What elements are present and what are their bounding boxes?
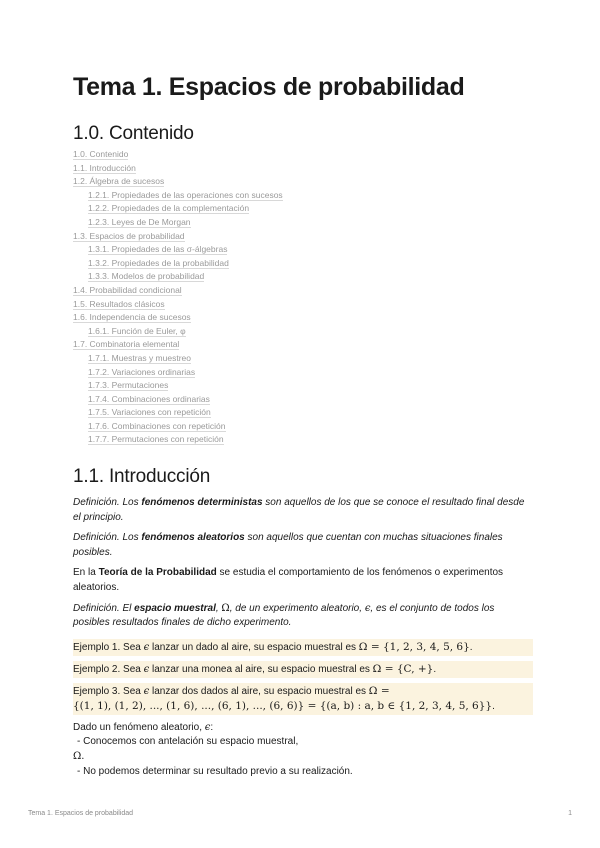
toc-link[interactable]: 1.7. Combinatoria elemental bbox=[73, 339, 180, 350]
definition-espacio-muestral bbox=[73, 602, 533, 631]
toc-item[interactable] bbox=[73, 148, 533, 162]
table-of-contents bbox=[73, 148, 533, 447]
paragraph-dado bbox=[73, 721, 533, 736]
toc-item[interactable] bbox=[73, 243, 533, 257]
example-lead: Ejemplo 3. Sea bbox=[73, 685, 144, 697]
toc-item[interactable] bbox=[73, 311, 533, 325]
definition-lead: Definición. Los bbox=[73, 532, 142, 544]
toc-link[interactable]: 1.7.6. Combinaciones con repetición bbox=[88, 420, 226, 431]
document-page bbox=[73, 70, 533, 779]
toc-link[interactable]: 1.3.1. Propiedades de las σ-álgebras bbox=[88, 244, 228, 255]
example-equation: Ω = {C, +} bbox=[372, 662, 434, 675]
paragraph-end: : bbox=[210, 721, 214, 733]
example-equation: Ω = bbox=[368, 684, 390, 697]
paragraph-term: Teoría de la Probabilidad bbox=[98, 567, 217, 579]
toc-item[interactable] bbox=[73, 433, 533, 447]
toc-link[interactable]: 1.2.2. Propiedades de la complementación bbox=[88, 203, 250, 214]
example-2 bbox=[73, 661, 533, 678]
example-end: . bbox=[433, 663, 437, 675]
toc-item[interactable] bbox=[73, 298, 533, 312]
toc-item[interactable] bbox=[73, 162, 533, 176]
toc-item[interactable] bbox=[73, 202, 533, 216]
definition-text: , de un experimento aleatorio, bbox=[229, 602, 365, 614]
list-item: - No podemos determinar su resultado previo a su realización. bbox=[77, 765, 353, 777]
paragraph-teoria bbox=[73, 566, 533, 595]
epsilon-symbol: ϵ bbox=[143, 641, 150, 653]
toc-link[interactable]: 1.7.1. Muestras y muestreo bbox=[88, 352, 191, 363]
toc-item[interactable] bbox=[73, 189, 533, 203]
definition-term: fenómenos deterministas bbox=[141, 497, 263, 509]
toc-link[interactable]: 1.0. Contenido bbox=[73, 149, 129, 159]
epsilon-symbol: ϵ bbox=[364, 602, 371, 614]
definition-text: , es el conjunto de todos los posibles resultados finales de dicho experimento. bbox=[73, 602, 495, 629]
toc-link[interactable]: 1.7.5. Variaciones con repetición bbox=[88, 407, 211, 418]
example-end: . bbox=[492, 700, 495, 712]
toc-link[interactable]: 1.3.3. Modelos de probabilidad bbox=[88, 271, 205, 282]
page-number: 1 bbox=[568, 810, 572, 817]
example-equation: Ω = {1, 2, 3, 4, 5, 6} bbox=[358, 640, 470, 653]
footer-title: Tema 1. Espacios de probabilidad bbox=[28, 810, 134, 817]
definition-lead: Definición. Los bbox=[73, 497, 142, 509]
example-1 bbox=[73, 639, 533, 656]
example-text: lanzar dos dados al aire, su espacio muestral es bbox=[149, 685, 369, 697]
toc-item[interactable] bbox=[73, 270, 533, 284]
toc-link[interactable]: 1.7.3. Permutaciones bbox=[88, 380, 169, 391]
definition-term: fenómenos aleatorios bbox=[141, 532, 245, 544]
toc-link[interactable]: 1.7.4. Combinaciones ordinarias bbox=[88, 393, 210, 404]
section-heading-contenido: 1.0. Contenido bbox=[73, 123, 194, 144]
toc-item[interactable] bbox=[73, 379, 533, 393]
toc-link[interactable]: 1.3.2. Propiedades de la probabilidad bbox=[88, 257, 229, 268]
epsilon-symbol: ϵ bbox=[143, 663, 150, 675]
toc-link[interactable]: 1.1. Introducción bbox=[73, 162, 136, 173]
toc-item[interactable] bbox=[73, 216, 533, 230]
page-title: Tema 1. Espacios de probabilidad bbox=[73, 73, 465, 101]
definition-term: espacio muestral bbox=[134, 602, 216, 614]
section-heading-introduccion: 1.1. Introducción bbox=[73, 466, 211, 488]
toc-link[interactable]: 1.7.2. Variaciones ordinarias bbox=[88, 366, 196, 377]
epsilon-symbol: ϵ bbox=[204, 721, 211, 733]
example-end: . bbox=[469, 641, 473, 653]
toc-item[interactable] bbox=[73, 325, 533, 339]
toc-item[interactable] bbox=[73, 366, 533, 380]
example-lead: Ejemplo 1. Sea bbox=[73, 641, 144, 653]
page-footer bbox=[28, 810, 572, 817]
toc-link[interactable]: 1.2.3. Leyes de De Morgan bbox=[88, 216, 191, 227]
toc-link[interactable]: 1.2.1. Propiedades de las operaciones con sucesos bbox=[88, 189, 283, 200]
toc-link[interactable]: 1.6.1. Función de Euler, φ bbox=[88, 325, 186, 336]
toc-link[interactable]: 1.7.7. Permutaciones con repetición bbox=[88, 434, 224, 445]
example-equation: {(1, 1), (1, 2), ..., (1, 6), ..., (6, 1), ..., (6, 6)} = {(a, b) : a, b ∈ {1, 2, 3, 4, 5, 6}} bbox=[73, 699, 493, 712]
definition-text: son aquellos de los que se conoce el resultado final desde el principio. bbox=[73, 497, 525, 523]
toc-item[interactable] bbox=[73, 393, 533, 407]
example-text: lanzar un dado al aire, su espacio muestral es bbox=[149, 641, 359, 653]
paragraph-lead: En la bbox=[73, 567, 99, 579]
definition-text: son aquellos que cuentan con muchas situaciones finales posibles. bbox=[73, 532, 503, 558]
definition-aleatorios bbox=[73, 531, 533, 560]
toc-link[interactable]: 1.2. Álgebra de sucesos bbox=[73, 176, 165, 187]
toc-link[interactable]: 1.6. Independencia de sucesos bbox=[73, 312, 191, 323]
toc-item[interactable] bbox=[73, 175, 533, 189]
definition-text: , bbox=[215, 602, 222, 614]
toc-item[interactable] bbox=[73, 420, 533, 434]
definition-deterministas bbox=[73, 496, 533, 525]
list-item: - Conocemos con antelación su espacio muestral, bbox=[77, 736, 299, 748]
toc-item[interactable] bbox=[73, 338, 533, 352]
epsilon-symbol: ϵ bbox=[143, 685, 150, 697]
omega-line: Ω. bbox=[73, 751, 85, 762]
toc-item[interactable] bbox=[73, 230, 533, 244]
toc-link[interactable]: 1.5. Resultados clásicos bbox=[73, 298, 165, 309]
example-3 bbox=[73, 683, 533, 715]
example-lead: Ejemplo 2. Sea bbox=[73, 663, 144, 675]
paragraph-lead: Dado un fenómeno aleatorio, bbox=[73, 721, 205, 733]
toc-item[interactable] bbox=[73, 257, 533, 271]
toc-item[interactable] bbox=[73, 352, 533, 366]
definition-lead: Definición. El bbox=[73, 602, 135, 614]
toc-item[interactable] bbox=[73, 284, 533, 298]
toc-item[interactable] bbox=[73, 406, 533, 420]
toc-link[interactable]: 1.4. Probabilidad condicional bbox=[73, 284, 182, 295]
omega-symbol: Ω bbox=[221, 602, 230, 614]
paragraph-text: se estudia el comportamiento de los fenómenos o experimentos aleatorios. bbox=[73, 567, 504, 594]
example-text: lanzar una monea al aire, su espacio muestral es bbox=[149, 663, 373, 675]
toc-link[interactable]: 1.3. Espacios de probabilidad bbox=[73, 230, 185, 241]
